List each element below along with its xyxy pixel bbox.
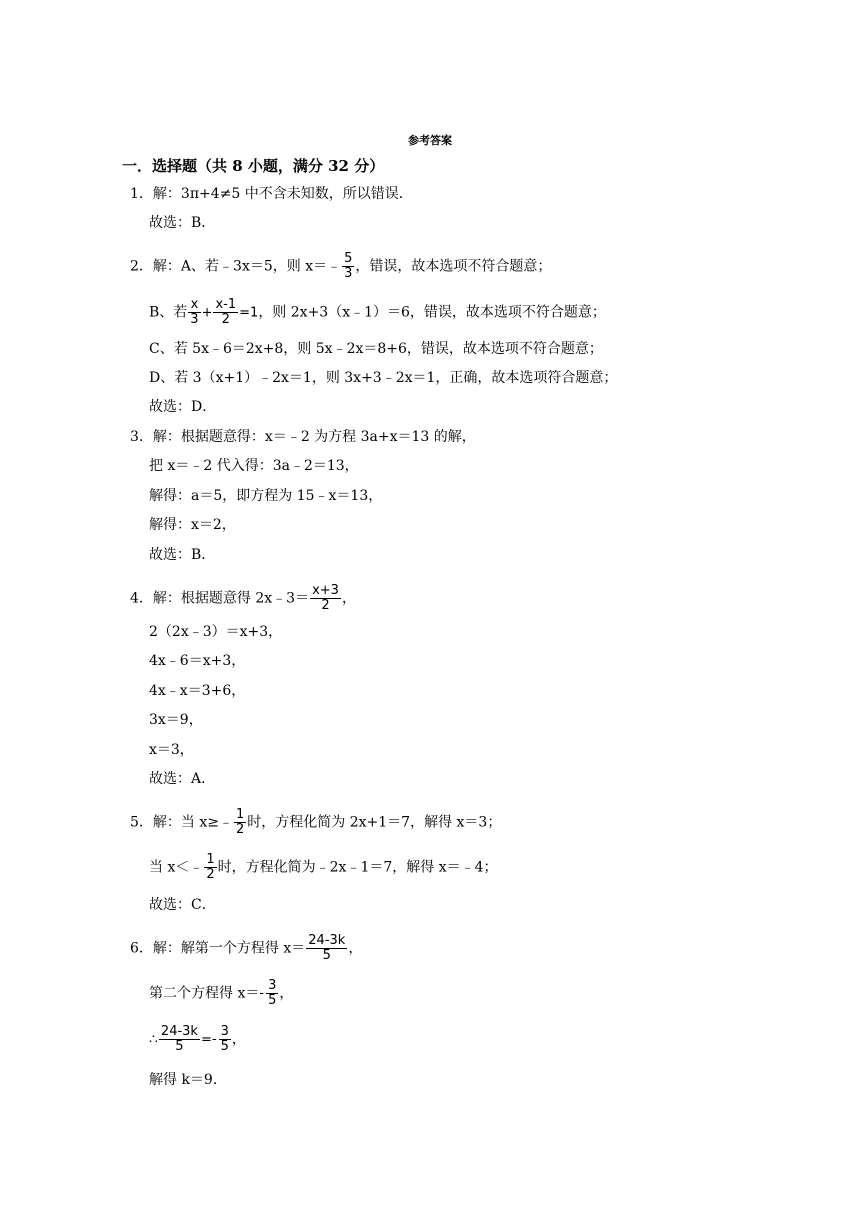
q6-line-4: 解得 k＝9．	[149, 1072, 227, 1088]
q3-line-3: 解得：a＝5，即方程为 15﹣x＝13，	[149, 488, 383, 504]
q5-line-1: 5．解：当 x≥﹣ $\frac{1}{2}$ 时，方程化简为 2x+1＝7，解得 x＝3；	[130, 807, 502, 837]
q2-option-d: D、若 3（x+1）﹣2x＝1，则 3x+3﹣2x＝1，正确，故本选项符合题意；	[149, 370, 618, 386]
q2-answer: 故选：D．	[149, 399, 217, 415]
q4-line-6: x＝3，	[149, 742, 194, 758]
q6-number: 6．	[130, 940, 153, 957]
q4-line-5: 3x＝9，	[149, 712, 203, 728]
fraction: $\frac{3}{5}$	[220, 1024, 229, 1054]
q2-option-a: 2．解：A、若﹣3x＝5，则 x＝﹣ $\frac{5}{3}$ ，错误，故本选项不符合题意；	[130, 251, 552, 281]
q4-answer: 故选：A．	[149, 771, 216, 787]
q4-line-3: 4x﹣6＝x+3，	[149, 653, 246, 669]
fraction: $\frac{5}{3}$	[344, 251, 353, 281]
q3-line-1: 3．解：根据题意得：x＝﹣2 为方程 3a+x＝13 的解，	[130, 429, 476, 445]
fraction: $\frac{24-3k}{5}$	[308, 933, 346, 963]
q4-line-1: 4．解：根据题意得 2x﹣3＝ $\frac{x+3}{2}$ ，	[130, 583, 356, 613]
q1-line-1: 1．解：3π+4≠5 中不含未知数，所以错误．	[130, 186, 413, 202]
q6-line-1: 6．解：解第一个方程得 x＝ $\frac{24-3k}{5}$ ，	[130, 933, 363, 963]
q1-answer: 故选：B．	[149, 215, 216, 231]
q5-line-2: 当 x＜﹣ $\frac{1}{2}$ 时，方程化简为﹣2x﹣1＝7，解得 x＝﹣4；	[149, 852, 498, 882]
fraction: $\frac{x-1}{2}$	[215, 297, 237, 327]
q3-number: 3．	[130, 429, 153, 445]
q3-line-4: 解得：x＝2，	[149, 517, 236, 533]
section-heading: 一．选择题（共 8 小题，满分 32 分）	[122, 157, 385, 175]
q3-answer: 故选：B．	[149, 547, 216, 563]
fraction: $\frac{x+3}{2}$	[312, 583, 339, 613]
q3-line-2: 把 x＝﹣2 代入得：3a﹣2＝13，	[149, 458, 359, 474]
fraction: $\frac{1}{2}$	[206, 852, 215, 882]
page-title: 参考答案	[408, 134, 452, 147]
q5-answer: 故选：C．	[149, 897, 216, 913]
q4-line-2: 2（2x﹣3）＝x+3，	[149, 624, 283, 640]
q4-number: 4．	[130, 590, 153, 607]
fraction: $\frac{x}{3}$	[190, 297, 199, 327]
q5-number: 5．	[130, 814, 153, 831]
fraction: $\frac{24-3k}{5}$	[160, 1024, 198, 1054]
q1-number: 1．	[130, 186, 153, 202]
q6-line-3: ∴ $\frac{24-3k}{5}$ =- $\frac{3}{5}$ ，	[149, 1024, 246, 1054]
q2-option-b: B、若 $\frac{x}{3}$ + $\frac{x-1}{2}$ =1，则 2x+3（x﹣1）＝6，错误，故本选项不符合题意；	[149, 297, 606, 327]
q6-line-2: 第二个方程得 x＝- $\frac{3}{5}$ ，	[149, 978, 294, 1008]
q2-option-c: C、若 5x﹣6＝2x+8，则 5x﹣2x＝8+6，错误，故本选项不符合题意；	[149, 341, 603, 357]
q2-number: 2．	[130, 258, 153, 275]
fraction: $\frac{1}{2}$	[236, 807, 245, 837]
fraction: $\frac{3}{5}$	[268, 978, 277, 1008]
q4-line-4: 4x﹣x＝3+6，	[149, 683, 246, 699]
